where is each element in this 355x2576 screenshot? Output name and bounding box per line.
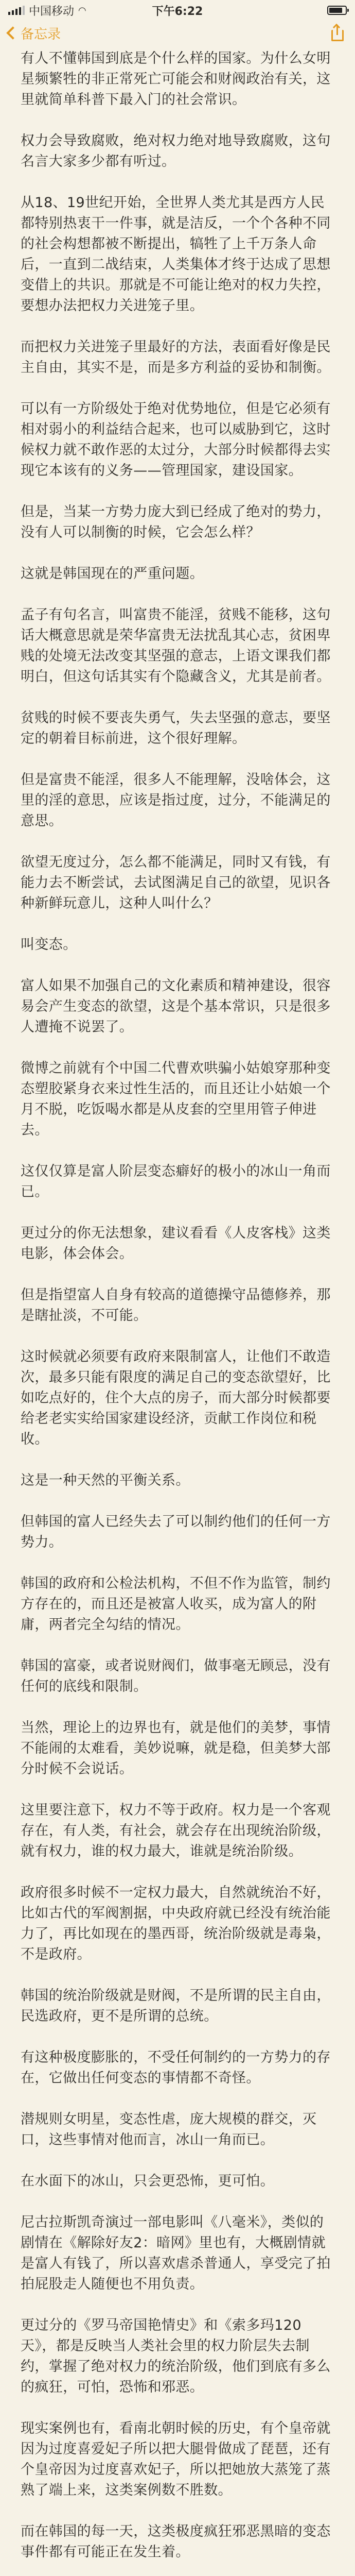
note-paragraph: 而在韩国的每一天，这类极度疯狂邪恶黑暗的变态事件都有可能正在发生着。	[21, 2523, 331, 2560]
note-paragraph: 但是，当某一方势力庞大到已经成了绝对的势力，没有人可以制衡的时候，它会怎么样？	[21, 504, 331, 540]
note-paragraph: 有人不懂韩国到底是个什么样的国家。为什么女明星频繁牲的非正常死亡可能会和财阀政治有关，这里就简单科普下最入门的社会常识。	[21, 50, 331, 108]
note-paragraph: 这时候就必须要有政府来限制富人，让他们不敢造次，最多只能有限度的满足自己的变态欲望好，比如吃点好的，住个大点的房子，而大部分时候都要给老老实实给国家建设经济，贡献工作岗位和税收。	[21, 1349, 331, 1447]
note-paragraph: 但韩国的富人已经失去了可以制约他们的任何一方势力。	[21, 1514, 331, 1550]
note-paragraph: 韩国的政府和公检法机构，不但不作为监管，制约方存在的，而且还是被富人收买，成为富人的附庸，两者完全勾结的情况。	[21, 1575, 331, 1633]
status-bar	[0, 0, 355, 21]
note-paragraph: 可以有一方阶级处于绝对优势地位，但是它必须有相对弱小的利益结合起来，也可以威胁到它，这时候权力就不敢作恶的太过分，大部分时候都得去实现它本该有的义务——管理国家，建设国家。	[21, 401, 331, 479]
note-paragraph: 微博之前就有个中国二代曹欢哄骗小姑娘穿那种变态塑胶紧身衣来过性生活的，而且还让小姑娘一个月不脱，吃饭喝水都是从皮套的空里用管子伸进去。	[21, 1060, 331, 1138]
battery-icon	[327, 6, 347, 15]
note-paragraph: 潜规则女明星，变态性虐，庞大规模的群交，灭口，这些事情对他而言，冰山一角而已。	[21, 2111, 317, 2148]
note-paragraph: 更过分的《罗马帝国艳情史》和《索多玛120天》，都是反映当人类社会里的权力阶层失去制约，掌握了绝对权力的统治阶级，他们到底有多么的疯狂，可怕，恐怖和邪恶。	[21, 2317, 331, 2395]
note-paragraph: 权力会导致腐败，绝对权力绝对地导致腐败，这句名言大家多少都有听过。	[21, 133, 331, 170]
note-paragraph: 富人如果不加强自己的文化素质和精神建设，很容易会产生变态的欲望，这是个基本常识，只是很多人遭掩不说罢了。	[21, 978, 331, 1035]
note-paragraph: 尼古拉斯凯奇演过一部电影叫《八毫米》，类似的剧情在《解除好友2：暗网》里也有，大概剧情就是富人有钱了，所以喜欢虐杀普通人，享受完了拍拍屁股走人随便也不用负责。	[21, 2214, 331, 2292]
chevron-left-icon	[6, 26, 19, 39]
note-paragraph: 这仅仅算是富人阶层变态癖好的极小的冰山一角而已。	[21, 1163, 331, 1200]
note-paragraph: 这里要注意下，权力不等于政府。权力是一个客观存在，有人类，有社会，就会存在出现统治阶级，就有权力，谁的权力最大，谁就是统治阶级。	[21, 1802, 331, 1859]
note-paragraph: 但是富贵不能淫，很多人不能理解，没啥体会，这里的淫的意思，应该是指过度，过分，不能满足的意思。	[21, 772, 331, 829]
back-button[interactable]	[8, 24, 61, 43]
note-paragraph: 有这种极度膨胀的，不受任何制约的一方势力的存在，它做出任何变态的事情都不奇怪。	[21, 2049, 331, 2086]
note-paragraph: 贫贱的时候不要丧失勇气，失去坚强的意志，要坚定的朝着目标前进，这个很好理解。	[21, 710, 331, 747]
note-paragraph: 叫变态。	[21, 937, 77, 953]
back-button-label: 备忘录	[21, 26, 61, 42]
note-paragraph: 政府很多时候不一定权力最大，自然就统治不好，比如古代的军阀割据，中央政府就已经没有统治能力了，再比如现在的墨西哥，统治阶级就是毒枭，不是政府。	[21, 1885, 331, 1962]
note-paragraph: 这是一种天然的平衡关系。	[21, 1472, 190, 1488]
note-paragraph: 欲望无度过分，怎么都不能满足，同时又有钱，有能力去不断尝试，去试图满足自己的欲望，见识各种新鲜玩意儿，这种人叫什么？	[21, 854, 331, 911]
status-right	[327, 6, 347, 15]
carrier-name: 中国移动	[29, 5, 75, 18]
share-icon[interactable]	[328, 24, 347, 42]
note-paragraph: 但是指望富人自身有较高的道德操守品德修养，那是瞎扯淡，不可能。	[21, 1287, 331, 1324]
status-time: 下午6:22	[152, 5, 203, 18]
note-paragraph: 当然，理论上的边界也有，就是他们的美梦，事情不能闹的太难看，美妙说嘛，就是稳，但美梦大部分时候不会说话。	[21, 1720, 331, 1777]
note-paragraph: 从18、19世纪开始，全世界人类尤其是西方人民都特别热衷干一件事，就是洁反，一个个各种不同的社会构想都被不断提出，犒牲了上千万条人命后，一直到二战结束，人类集体才终于达成了思想变借上的共识。那就是不可能让绝对的权力失控，要想办法把权力关进笼子里。	[21, 195, 331, 314]
nav-bar	[0, 21, 355, 45]
wifi-icon: ◠	[78, 5, 86, 16]
note-paragraph: 韩国的统治阶级就是财阀，不是所谓的民主自由，民选政府，更不是所谓的总统。	[21, 1988, 331, 2024]
battery-level-fill	[329, 8, 342, 13]
signal-strength-icon	[8, 6, 25, 15]
status-left	[8, 3, 86, 19]
note-paragraph: 韩国的富豪，或者说财阀们，做事毫无顾忌，没有任何的底线和限制。	[21, 1658, 331, 1694]
note-paragraph: 现实案例也有，看南北朝时候的历史，有个皇帝就因为过度喜爱妃子所以把大腿骨做成了琵琶，还有个皇帝因为过度喜欢妃子，所以把她放大蒸笼了蒸熟了端上来，这类案例数不胜数。	[21, 2420, 331, 2498]
note-paragraph: 在水面下的冰山，只会更恐怖，更可怕。	[21, 2173, 275, 2189]
note-paragraph: 这就是韩国现在的严重问题。	[21, 566, 204, 582]
note-paragraph: 而把权力关进笼子里最好的方法，表面看好像是民主自由，其实不是，而是多方利益的妥协和制衡。	[21, 339, 331, 376]
note-body[interactable]	[0, 45, 355, 2576]
note-paragraph: 孟子有句名言，叫富贵不能淫，贫贱不能移，这句话大概意思就是荣华富贵无法扰乱其心志，贫困卑贱的处境无法改变其坚强的意志，上语文课我们都明白，但这句话其实有个隐藏含义，尤其是前者。	[21, 607, 331, 685]
note-paragraph: 更过分的你无法想象，建议看看《人皮客栈》这类电影，体会体会。	[21, 1225, 331, 1262]
